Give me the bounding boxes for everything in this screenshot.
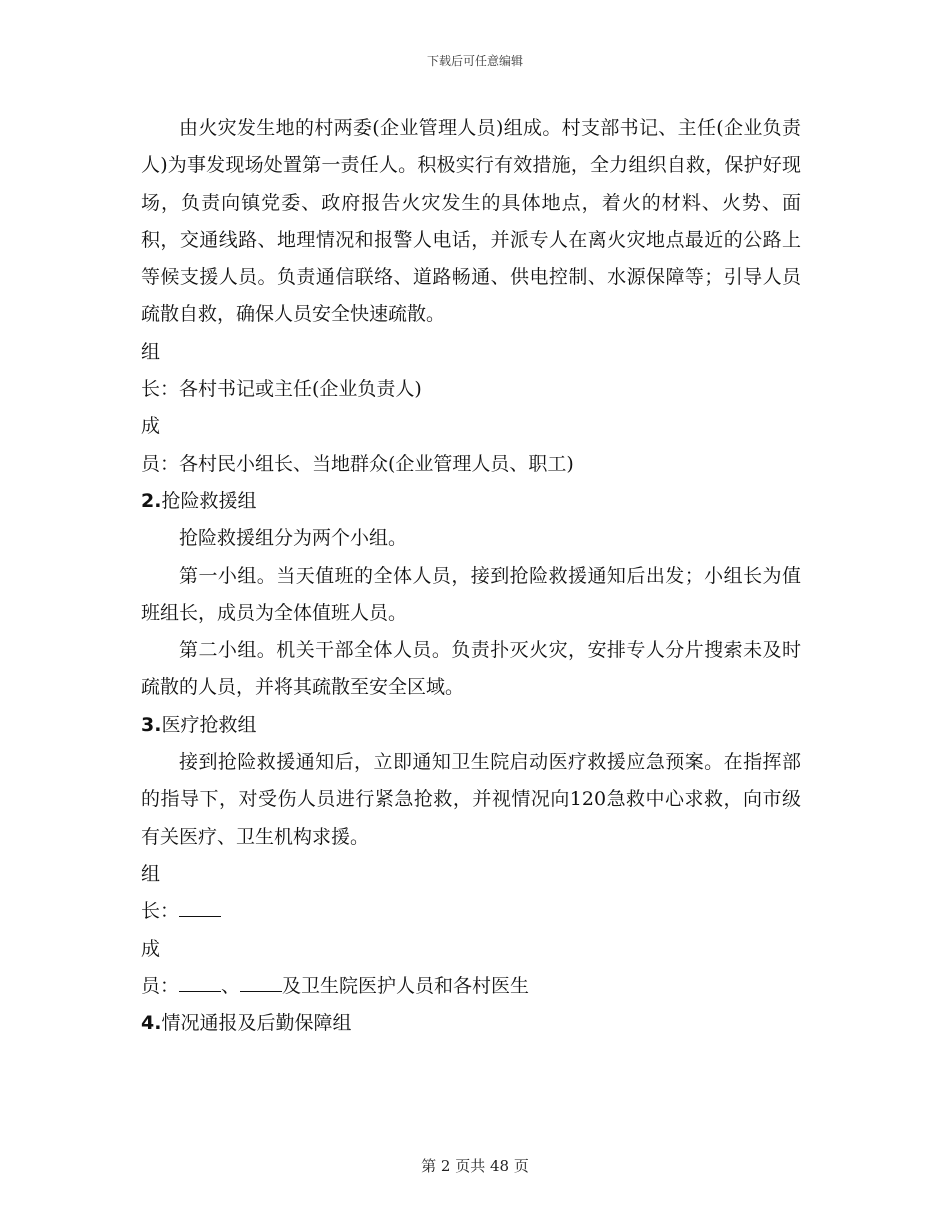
page-number: 第 2 页共 48 页 xyxy=(421,1157,529,1175)
group3-member-label-a: 成 xyxy=(141,937,161,960)
group3-leader-label-b: 长： xyxy=(141,900,180,923)
section-number: 2. xyxy=(141,489,162,512)
group3-member-tail: 及卫生院医护人员和各村医生 xyxy=(282,974,530,997)
section-title: 医疗抢救组 xyxy=(161,713,257,736)
section-number: 3. xyxy=(141,713,162,736)
blank-field xyxy=(179,973,221,992)
blank-field xyxy=(240,973,282,992)
section-title: 抢险救援组 xyxy=(161,489,257,512)
group3-leader-line xyxy=(141,893,801,930)
paragraph-first-team: 第一小组。当天值班的全体人员，接到抢险救援通知后出发；小组长为值班组长，成员为全体值班人员。 xyxy=(141,564,801,624)
document-body xyxy=(141,110,801,1042)
group3-member-label-b: 员： xyxy=(141,974,180,997)
paragraph-medical: 接到抢险救援通知后，立即通知卫生院启动医疗救援应急预案。在指挥部的指导下，对受伤人员进行紧急抢救，并视情况向120急救中心求救，向市级有关医疗、卫生机构求援。 xyxy=(141,751,801,848)
section-number: 4. xyxy=(141,1012,162,1035)
section-heading-medical xyxy=(141,707,801,744)
paragraph-second-team: 第二小组。机关干部全体人员。负责扑灭火灾，安排专人分片搜索未及时疏散的人员，并将其疏散至安全区域。 xyxy=(141,639,801,699)
group1-member-label-b: 员：各村民小组长、当地群众(企业管理人员、职工) xyxy=(141,452,574,475)
section-title: 情况通报及后勤保障组 xyxy=(161,1012,352,1035)
group3-member-separator: 、 xyxy=(221,974,241,997)
group1-leader-label-a: 组 xyxy=(141,340,161,363)
group3-member-line xyxy=(141,968,801,1005)
section-heading-logistics xyxy=(141,1005,801,1042)
group1-leader-label-b: 长：各村书记或主任(企业负责人) xyxy=(141,378,422,401)
paragraph-rescue-intro: 抢险救援组分为两个小组。 xyxy=(179,527,408,550)
group1-member-label-a: 成 xyxy=(141,415,161,438)
group3-leader-label-a: 组 xyxy=(141,862,161,885)
page-header-note: 下载后可任意编辑 xyxy=(426,54,523,68)
blank-field xyxy=(179,898,221,917)
section-heading-rescue xyxy=(141,483,801,520)
paragraph-on-site-response: 由火灾发生地的村两委(企业管理人员)组成。村支部书记、主任(企业负责人)为事发现场处置第一责任人。积极实行有效措施，全力组织自救，保护好现场，负责向镇党委、政府报告火灾发生的具体地点，着火的材料、火势、面积，交通线路、地理情况和报警人电话，并派专人在离火灾地点最近的公路上等候支援人员。负责通信联络、道路畅通、供电控制、水源保障等；引导人员疏散自救，确保人员安全快速疏散。 xyxy=(141,117,801,326)
